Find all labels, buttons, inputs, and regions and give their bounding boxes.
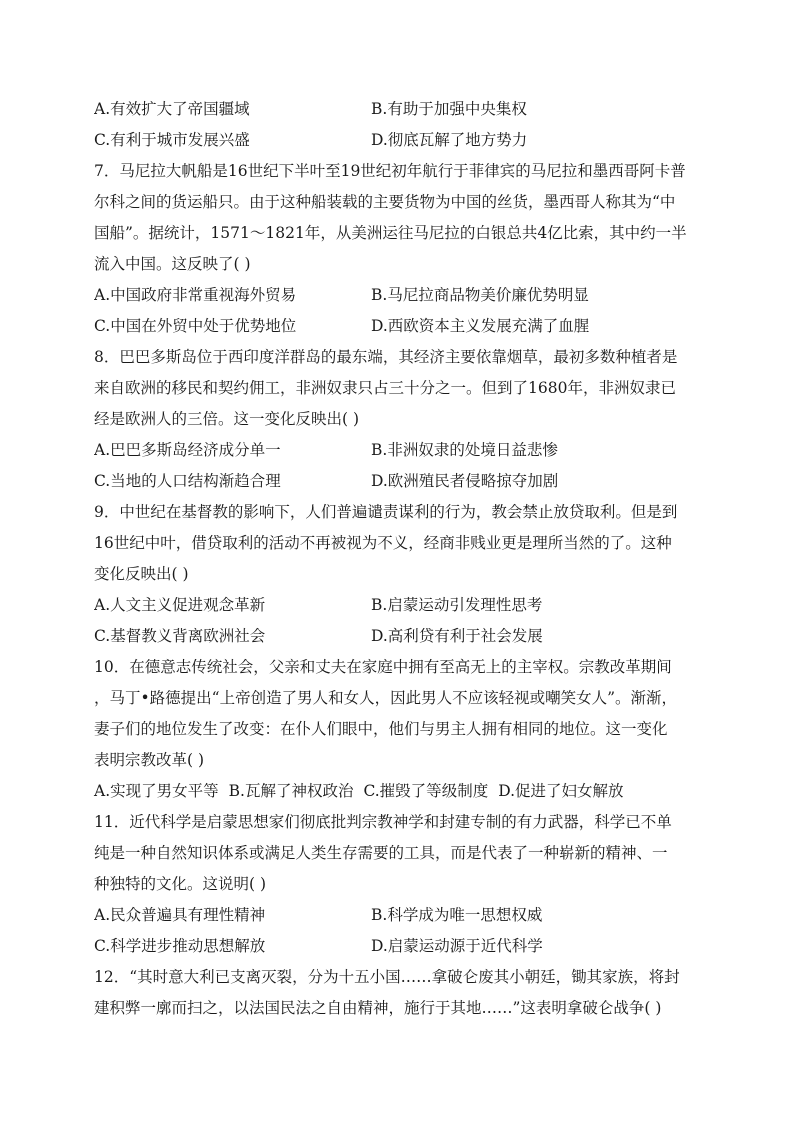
q6-option-d: D.彻底瓦解了地方势力 xyxy=(371,131,528,149)
question-10 xyxy=(94,652,700,807)
q7-options-row-2 xyxy=(94,311,700,342)
q11-options-row-1 xyxy=(94,900,700,931)
q8-option-d: D.欧洲殖民者侵略掠夺加剧 xyxy=(371,472,559,490)
question-12 xyxy=(94,962,700,1024)
question-7 xyxy=(94,156,700,342)
q11-option-d: D.启蒙运动源于近代科学 xyxy=(371,937,543,955)
q10-option-d: D.促进了妇女解放 xyxy=(498,782,624,800)
question-stem-line: ，马丁•路德提出“上帝创造了男人和女人，因此男人不应该轻视或嘲笑女人”。渐渐， xyxy=(94,689,677,707)
q7-option-c: C.中国在外贸中处于优势地位 xyxy=(94,317,297,335)
question-stem-line: 尔科之间的货运船只。由于这种船装载的主要货物为中国的丝货，墨西哥人称其为“中 xyxy=(94,193,676,211)
q10-option-c: C.摧毁了等级制度 xyxy=(363,782,489,800)
q8-options-row-2 xyxy=(94,466,700,497)
q10-options-row xyxy=(94,776,700,807)
question-stem-line: 11．近代科学是启蒙思想家们彻底批判宗教神学和封建专制的有力武器，科学已不单 xyxy=(94,813,672,831)
q8-option-b: B.非洲奴隶的处境日益悲惨 xyxy=(371,441,558,459)
question-stem-line: 10．在德意志传统社会，父亲和丈夫在家庭中拥有至高无上的主宰权。宗教改革期间 xyxy=(94,658,672,676)
q9-options-row-2 xyxy=(94,621,700,652)
q8-option-a: A.巴巴多斯岛经济成分单一 xyxy=(94,441,281,459)
q11-options-row-2 xyxy=(94,931,700,962)
question-8 xyxy=(94,342,700,497)
q10-option-a: A.实现了男女平等 xyxy=(94,782,219,800)
exam-page xyxy=(94,94,700,1024)
question-stem-line: 16世纪中叶，借贷取利的活动不再被视为不义，经商非贱业更是理所当然的了。这种 xyxy=(94,534,672,552)
q7-option-b: B.马尼拉商品物美价廉优势明显 xyxy=(371,286,589,304)
q8-option-c: C.当地的人口结构渐趋合理 xyxy=(94,472,281,490)
question-stem-line: 9．中世纪在基督教的影响下，人们普遍谴责谋利的行为，教会禁止放贷取利。但是到 xyxy=(94,503,678,521)
question-stem-line: 8．巴巴多斯岛位于西印度洋群岛的最东端，其经济主要依靠烟草，最初多数种植者是 xyxy=(94,348,678,366)
question-stem-line: 建积弊一廓而扫之，以法国民法之自由精神，施行于其地……”这表明拿破仑战争( ) xyxy=(94,999,662,1017)
q9-option-d: D.高利贷有利于社会发展 xyxy=(371,627,543,645)
question-stem-line: 变化反映出( ) xyxy=(94,565,189,583)
question-stem-line: 来自欧洲的移民和契约佣工，非洲奴隶只占三十分之一。但到了1680年，非洲奴隶已 xyxy=(94,379,676,397)
q10-option-b: B.瓦解了神权政治 xyxy=(228,782,354,800)
question-9 xyxy=(94,497,700,652)
q6-option-b: B.有助于加强中央集权 xyxy=(371,100,527,118)
q6-option-c: C.有利于城市发展兴盛 xyxy=(94,131,250,149)
q9-option-a: A.人文主义促进观念革新 xyxy=(94,596,266,614)
q9-option-c: C.基督教义背离欧洲社会 xyxy=(94,627,266,645)
question-stem-line: 纯是一种自然知识体系或满足人类生存需要的工具，而是代表了一种崭新的精神、一 xyxy=(94,844,668,862)
q7-option-d: D.西欧资本主义发展充满了血腥 xyxy=(371,317,590,335)
q11-option-c: C.科学进步推动思想解放 xyxy=(94,937,266,955)
q7-options-row-1 xyxy=(94,280,700,311)
question-stem-line: 12．“其时意大利已支离灭裂，分为十五小国……拿破仑废其小朝廷，锄其家族，将封 xyxy=(94,968,680,986)
question-11 xyxy=(94,807,700,962)
q6-options-row-2 xyxy=(94,125,700,156)
q11-option-a: A.民众普遍具有理性精神 xyxy=(94,906,266,924)
question-stem-line: 种独特的文化。这说明( ) xyxy=(94,875,267,893)
question-stem-line: 国船”。据统计，1571～1821年，从美洲运往马尼拉的白银总共4亿比索，其中约一半 xyxy=(94,224,687,242)
question-stem-line: 表明宗教改革( ) xyxy=(94,751,205,769)
question-stem-line: 流入中国。这反映了( ) xyxy=(94,255,251,273)
q7-option-a: A.中国政府非常重视海外贸易 xyxy=(94,286,297,304)
q6-options-row-1 xyxy=(94,94,700,125)
q9-option-b: B.启蒙运动引发理性思考 xyxy=(371,596,543,614)
q8-options-row-1 xyxy=(94,435,700,466)
question-stem-line: 7．马尼拉大帆船是16世纪下半叶至19世纪初年航行于菲律宾的马尼拉和墨西哥阿卡普 xyxy=(94,162,686,180)
q9-options-row-1 xyxy=(94,590,700,621)
q11-option-b: B.科学成为唯一思想权威 xyxy=(371,906,543,924)
question-stem-line: 妻子们的地位发生了改变：在仆人们眼中，他们与男主人拥有相同的地位。这一变化 xyxy=(94,720,668,738)
question-stem-line: 经是欧洲人的三倍。这一变化反映出( ) xyxy=(94,410,360,428)
q6-option-a: A.有效扩大了帝国疆域 xyxy=(94,100,250,118)
